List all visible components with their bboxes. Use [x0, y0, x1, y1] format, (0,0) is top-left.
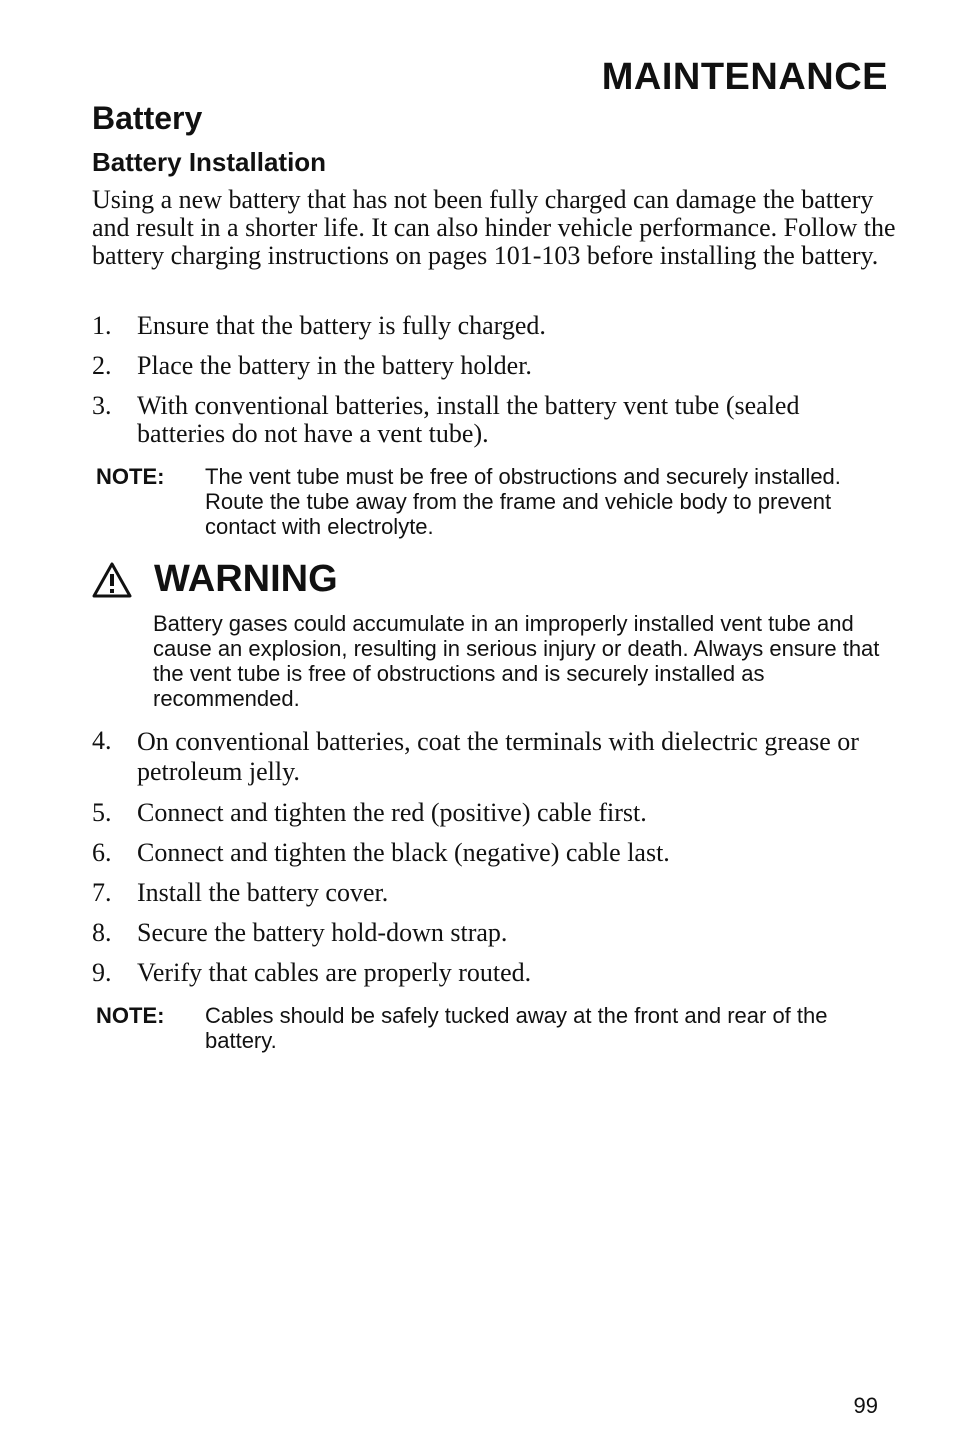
step-item [92, 727, 892, 787]
step-text: Connect and tighten the black (negative) cable last. [137, 838, 670, 867]
step-text: Verify that cables are properly routed. [137, 958, 532, 987]
steps-list-part1 [92, 312, 892, 460]
note-vent-tube [96, 464, 886, 539]
note-text: The vent tube must be free of obstructions and securely installed. Route the tube away from the frame and vehicle body to prevent contact with electrolyte. [205, 464, 841, 539]
step-number: 3. [92, 391, 112, 420]
step-item [92, 392, 892, 448]
intro-paragraph: Using a new battery that has not been fully charged can damage the battery and result in a shorter life. It can also hinder vehicle performance. Follow the battery charging instructions on pages 101-103 before installing the battery. [92, 185, 896, 270]
warning-heading [92, 558, 338, 601]
steps-list-part2 [92, 727, 892, 999]
note-text: Cables should be safely tucked away at the front and rear of the battery. [205, 1003, 828, 1053]
step-number: 6. [92, 838, 112, 867]
step-text: Ensure that the battery is fully charged. [137, 311, 546, 340]
step-text: With conventional batteries, install the battery vent tube (sealed batteries do not have a vent tube). [137, 391, 800, 448]
step-number: 5. [92, 798, 112, 827]
step-number: 2. [92, 351, 112, 380]
step-number: 8. [92, 918, 112, 947]
step-text: Place the battery in the battery holder. [137, 351, 532, 380]
chapter-header: MAINTENANCE [601, 56, 888, 98]
warning-title: WARNING [154, 558, 338, 600]
step-text: On conventional batteries, coat the terminals with dielectric grease or petroleum jelly. [137, 727, 859, 786]
page-number: 99 [853, 1393, 878, 1418]
step-item [92, 352, 892, 380]
step-item [92, 879, 892, 907]
step-item [92, 919, 892, 947]
note-cables [96, 1003, 886, 1053]
step-text: Connect and tighten the red (positive) cable first. [137, 798, 647, 827]
step-item [92, 312, 892, 340]
step-item [92, 839, 892, 867]
warning-text: Battery gases could accumulate in an improperly installed vent tube and cause an explosion, resulting in serious injury or death. Always ensure that the vent tube is free of obstructions and is securely installed as recommended. [153, 611, 880, 711]
note-label: NOTE: [96, 1003, 165, 1028]
step-number: 9. [92, 958, 112, 987]
step-item [92, 959, 892, 987]
step-number: 1. [92, 311, 112, 340]
step-number: 4. [92, 726, 112, 755]
step-text: Install the battery cover. [137, 878, 389, 907]
warning-triangle-icon [92, 562, 132, 598]
section-title: Battery [92, 100, 203, 136]
step-number: 7. [92, 878, 112, 907]
subsection-title: Battery Installation [92, 147, 327, 177]
step-item [92, 799, 892, 827]
step-text: Secure the battery hold-down strap. [137, 918, 508, 947]
note-label: NOTE: [96, 464, 165, 489]
